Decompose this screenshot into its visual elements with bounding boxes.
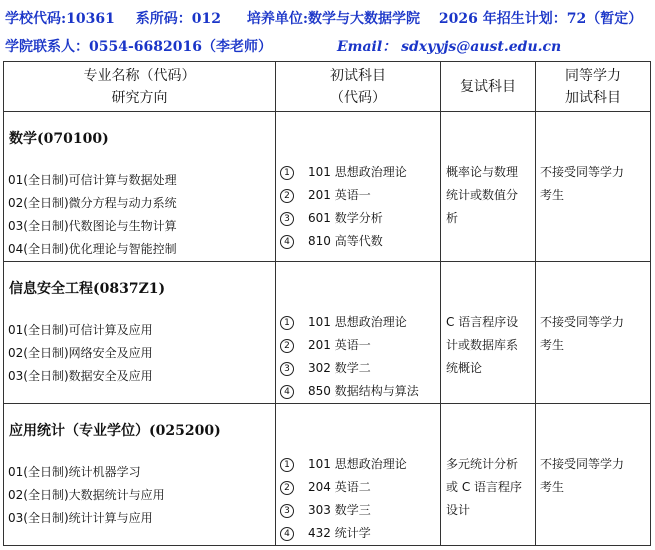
col-equal-header: 同等学力 加试科目 — [536, 62, 651, 112]
subject-item: 3 302 数学二 — [276, 357, 440, 380]
subject-item: 4 810 高等代数 — [276, 230, 440, 253]
number-circle: 2 — [280, 481, 294, 495]
equal-cell: 不接受同等学力 考生 — [536, 262, 651, 404]
direction-item: 01(全日制)统计机器学习 — [8, 465, 141, 479]
subject-item: 2 201 英语一 — [276, 184, 440, 207]
exam-subjects-cell — [276, 112, 441, 262]
direction-item: 03(全日制)统计计算与应用 — [8, 511, 153, 525]
number-circle: 1 — [280, 458, 294, 472]
direction-item: 04(全日制)优化理论与智能控制 — [8, 242, 177, 256]
enrollment-plan: 2026 年招生计划：72（暂定） — [438, 11, 643, 27]
retest-cell: 概率论与数理 统计或数值分 析 — [441, 112, 536, 262]
subject-item: 4 432 统计学 — [276, 522, 440, 545]
major-cell — [4, 404, 276, 546]
section-math — [4, 112, 651, 262]
major-title: 数学(070100) — [9, 131, 109, 147]
major-cell — [4, 262, 276, 404]
col-exam-header: 初试科目 （代码） — [276, 62, 441, 112]
subject-item: 3 303 数学三 — [276, 499, 440, 522]
direction-item: 02(全日制)微分方程与动力系统 — [8, 196, 177, 210]
direction-item: 02(全日制)大数据统计与应用 — [8, 488, 165, 502]
header-contact: 学院联系人：0554-6682016（李老师） — [5, 39, 272, 55]
col-retest-header: 复试科目 — [441, 62, 536, 112]
subject-item: 2 201 英语一 — [276, 334, 440, 357]
school-code: 学校代码:10361 — [5, 11, 115, 27]
major-cell — [4, 112, 276, 262]
direction-list — [8, 319, 275, 388]
subject-item: 1 101 思想政治理论 — [276, 311, 440, 334]
number-circle: 3 — [280, 212, 294, 226]
number-circle: 1 — [280, 316, 294, 330]
subject-item: 1 101 思想政治理论 — [276, 453, 440, 476]
direction-item: 02(全日制)网络安全及应用 — [8, 346, 153, 360]
training-unit: 培养单位:数学与大数据学院 — [246, 11, 421, 27]
subject-item: 3 601 数学分析 — [276, 207, 440, 230]
direction-item: 01(全日制)可信计算与数据处理 — [8, 173, 177, 187]
retest-cell: 多元统计分析 或 C 语言程序 设计 — [441, 404, 536, 546]
header-email[interactable]: Email： sdxyyjs@aust.edu.cn — [337, 39, 562, 55]
direction-list — [8, 169, 275, 261]
equal-cell: 不接受同等学力 考生 — [536, 112, 651, 262]
col-major-header: 专业名称（代码） 研究方向 — [4, 62, 276, 112]
subject-item: 1 101 思想政治理论 — [276, 161, 440, 184]
admission-table — [3, 61, 651, 546]
major-title: 信息安全工程(0837Z1) — [9, 281, 166, 297]
direction-item: 03(全日制)代数图论与生物计算 — [8, 219, 177, 233]
section-infosec — [4, 262, 651, 404]
direction-list — [8, 461, 275, 530]
direction-item: 01(全日制)可信计算及应用 — [8, 323, 153, 337]
table-header-row — [4, 62, 651, 112]
section-applied-stats — [4, 404, 651, 546]
exam-subjects-cell — [276, 262, 441, 404]
number-circle: 4 — [280, 527, 294, 541]
number-circle: 2 — [280, 339, 294, 353]
retest-cell: C 语言程序设 计或数据库系 统概论 — [441, 262, 536, 404]
number-circle: 4 — [280, 235, 294, 249]
subject-item: 2 204 英语二 — [276, 476, 440, 499]
major-title: 应用统计（专业学位）(025200) — [9, 423, 221, 439]
number-circle: 3 — [280, 504, 294, 518]
header-line-1 — [5, 8, 642, 28]
number-circle: 1 — [280, 166, 294, 180]
number-circle: 3 — [280, 362, 294, 376]
number-circle: 4 — [280, 385, 294, 399]
equal-cell: 不接受同等学力 考生 — [536, 404, 651, 546]
dept-code: 系所码：012 — [135, 11, 221, 27]
number-circle: 2 — [280, 189, 294, 203]
direction-item: 03(全日制)数据安全及应用 — [8, 369, 153, 383]
subject-item: 4 850 数据结构与算法 — [276, 380, 440, 403]
exam-subjects-cell — [276, 404, 441, 546]
